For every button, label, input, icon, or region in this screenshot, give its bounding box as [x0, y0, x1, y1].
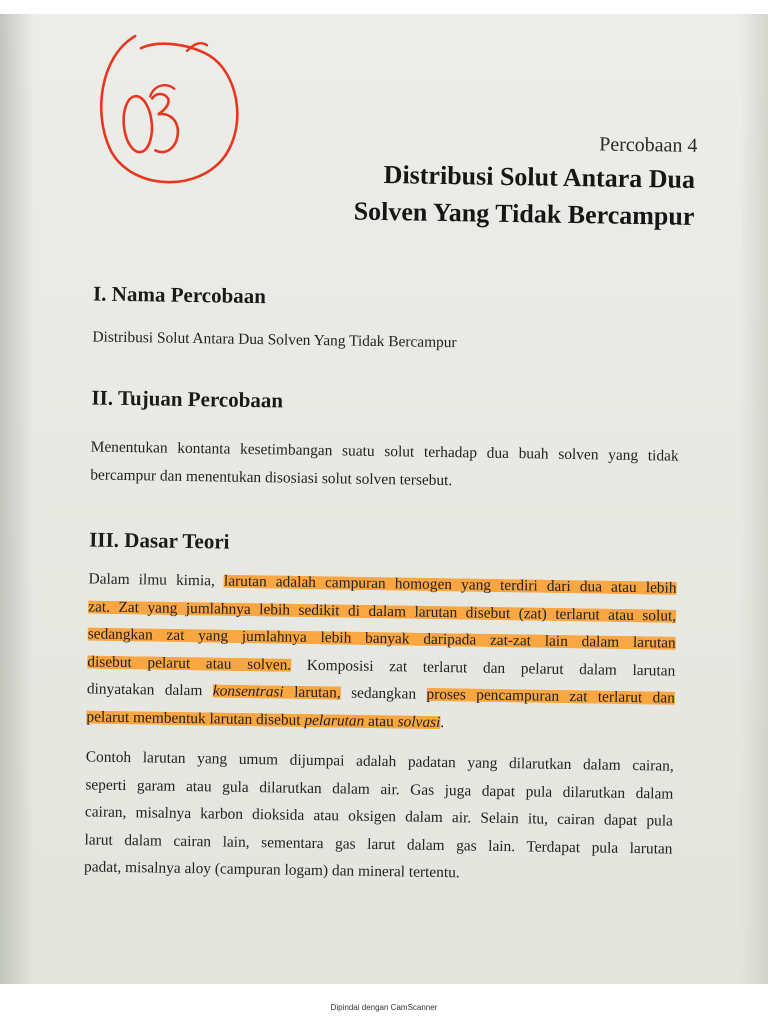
handwritten-grade-mark	[89, 21, 242, 189]
italic-term: solvasi	[397, 712, 441, 731]
highlighted-text	[86, 708, 440, 731]
italic-term: pelarutan	[304, 711, 365, 730]
p2-line-4: larut dalam cairan lain, sementara gas larut dalam gas lain. Terdapat pula larutan	[84, 830, 673, 858]
p2-line-1: Contoh larutan yang umum dijumpai adalah padatan yang dilarutkan dalam cairan,	[85, 748, 674, 775]
highlighted-text: disebut pelarut atau solven.	[87, 652, 292, 674]
highlighted-text: zat. Zat yang jumlahnya lebih sedikit di dalam larutan disebut (zat) terlarut atau solut,	[88, 597, 677, 625]
section-3-paragraph-1	[86, 565, 677, 739]
scanned-page	[0, 14, 768, 984]
p1-text: larutan,	[283, 683, 341, 702]
p1-text: Dalam ilmu kimia,	[88, 570, 225, 590]
italic-term: konsentrasi	[212, 682, 284, 701]
highlighted-text: proses pencampuran zat terlarut dan	[426, 685, 675, 707]
section-1-line: Distribusi Solut Antara Dua Solven Yang Tidak Bercampur	[92, 328, 457, 352]
document-page	[0, 14, 768, 984]
section-2-line-1: Menentukan kontanta kesetimbangan suatu solut terhadap dua buah solven yang tidak	[90, 438, 679, 465]
p2-line-3: cairan, misalnya karbon dioksida atau oksigen dalam air. Selain itu, cairan dapat pula	[84, 803, 674, 830]
section-2-line-2: bercampur dan menentukan disosiasi solut solven tersebut.	[90, 465, 453, 489]
grade-mark-drawing	[89, 21, 242, 189]
highlighted-text: larutan adalah campuran homogen yang terdiri dari dua atau lebih	[223, 572, 677, 597]
p2-line-5: padat, misalnya aloy (campuran logam) dan mineral tertentu.	[83, 858, 460, 882]
section-1-text	[92, 323, 680, 360]
p1-text: pelarut membentuk larutan disebut	[86, 707, 305, 729]
p2-line-2: seperti garam atau gula dilarutkan dalam air. Gas juga dapat pula dilarutkan dalam	[85, 775, 674, 803]
p1-text: sedangkan	[340, 684, 427, 703]
title-line-2: Solven Yang Tidak Bercampur	[353, 196, 695, 231]
highlighted-text	[213, 682, 341, 701]
section-1-heading: I. Nama Percobaan	[92, 281, 267, 309]
section-2-heading: II. Tujuan Percobaan	[91, 385, 284, 413]
scanner-watermark: Dipindai dengan CamScanner	[330, 1003, 438, 1012]
title-line-1: Distribusi Solut Antara Dua	[383, 160, 696, 194]
highlighted-text: sedangkan zat yang jumlahnya lebih banyak daripada zat-zat lain dalam larutan	[87, 625, 676, 652]
section-3-heading: III. Dasar Teori	[89, 527, 230, 554]
section-2-text	[90, 433, 679, 497]
p1-text: atau	[364, 712, 398, 730]
document-title	[353, 156, 695, 235]
experiment-label: Percobaan 4	[599, 133, 698, 157]
p1-text: .	[440, 713, 445, 731]
section-3-paragraph-2	[84, 743, 674, 890]
p1-text: dinyatakan dalam	[86, 680, 213, 700]
p1-text: Komposisi zat terlarut dan pelarut dalam larutan	[291, 656, 676, 680]
